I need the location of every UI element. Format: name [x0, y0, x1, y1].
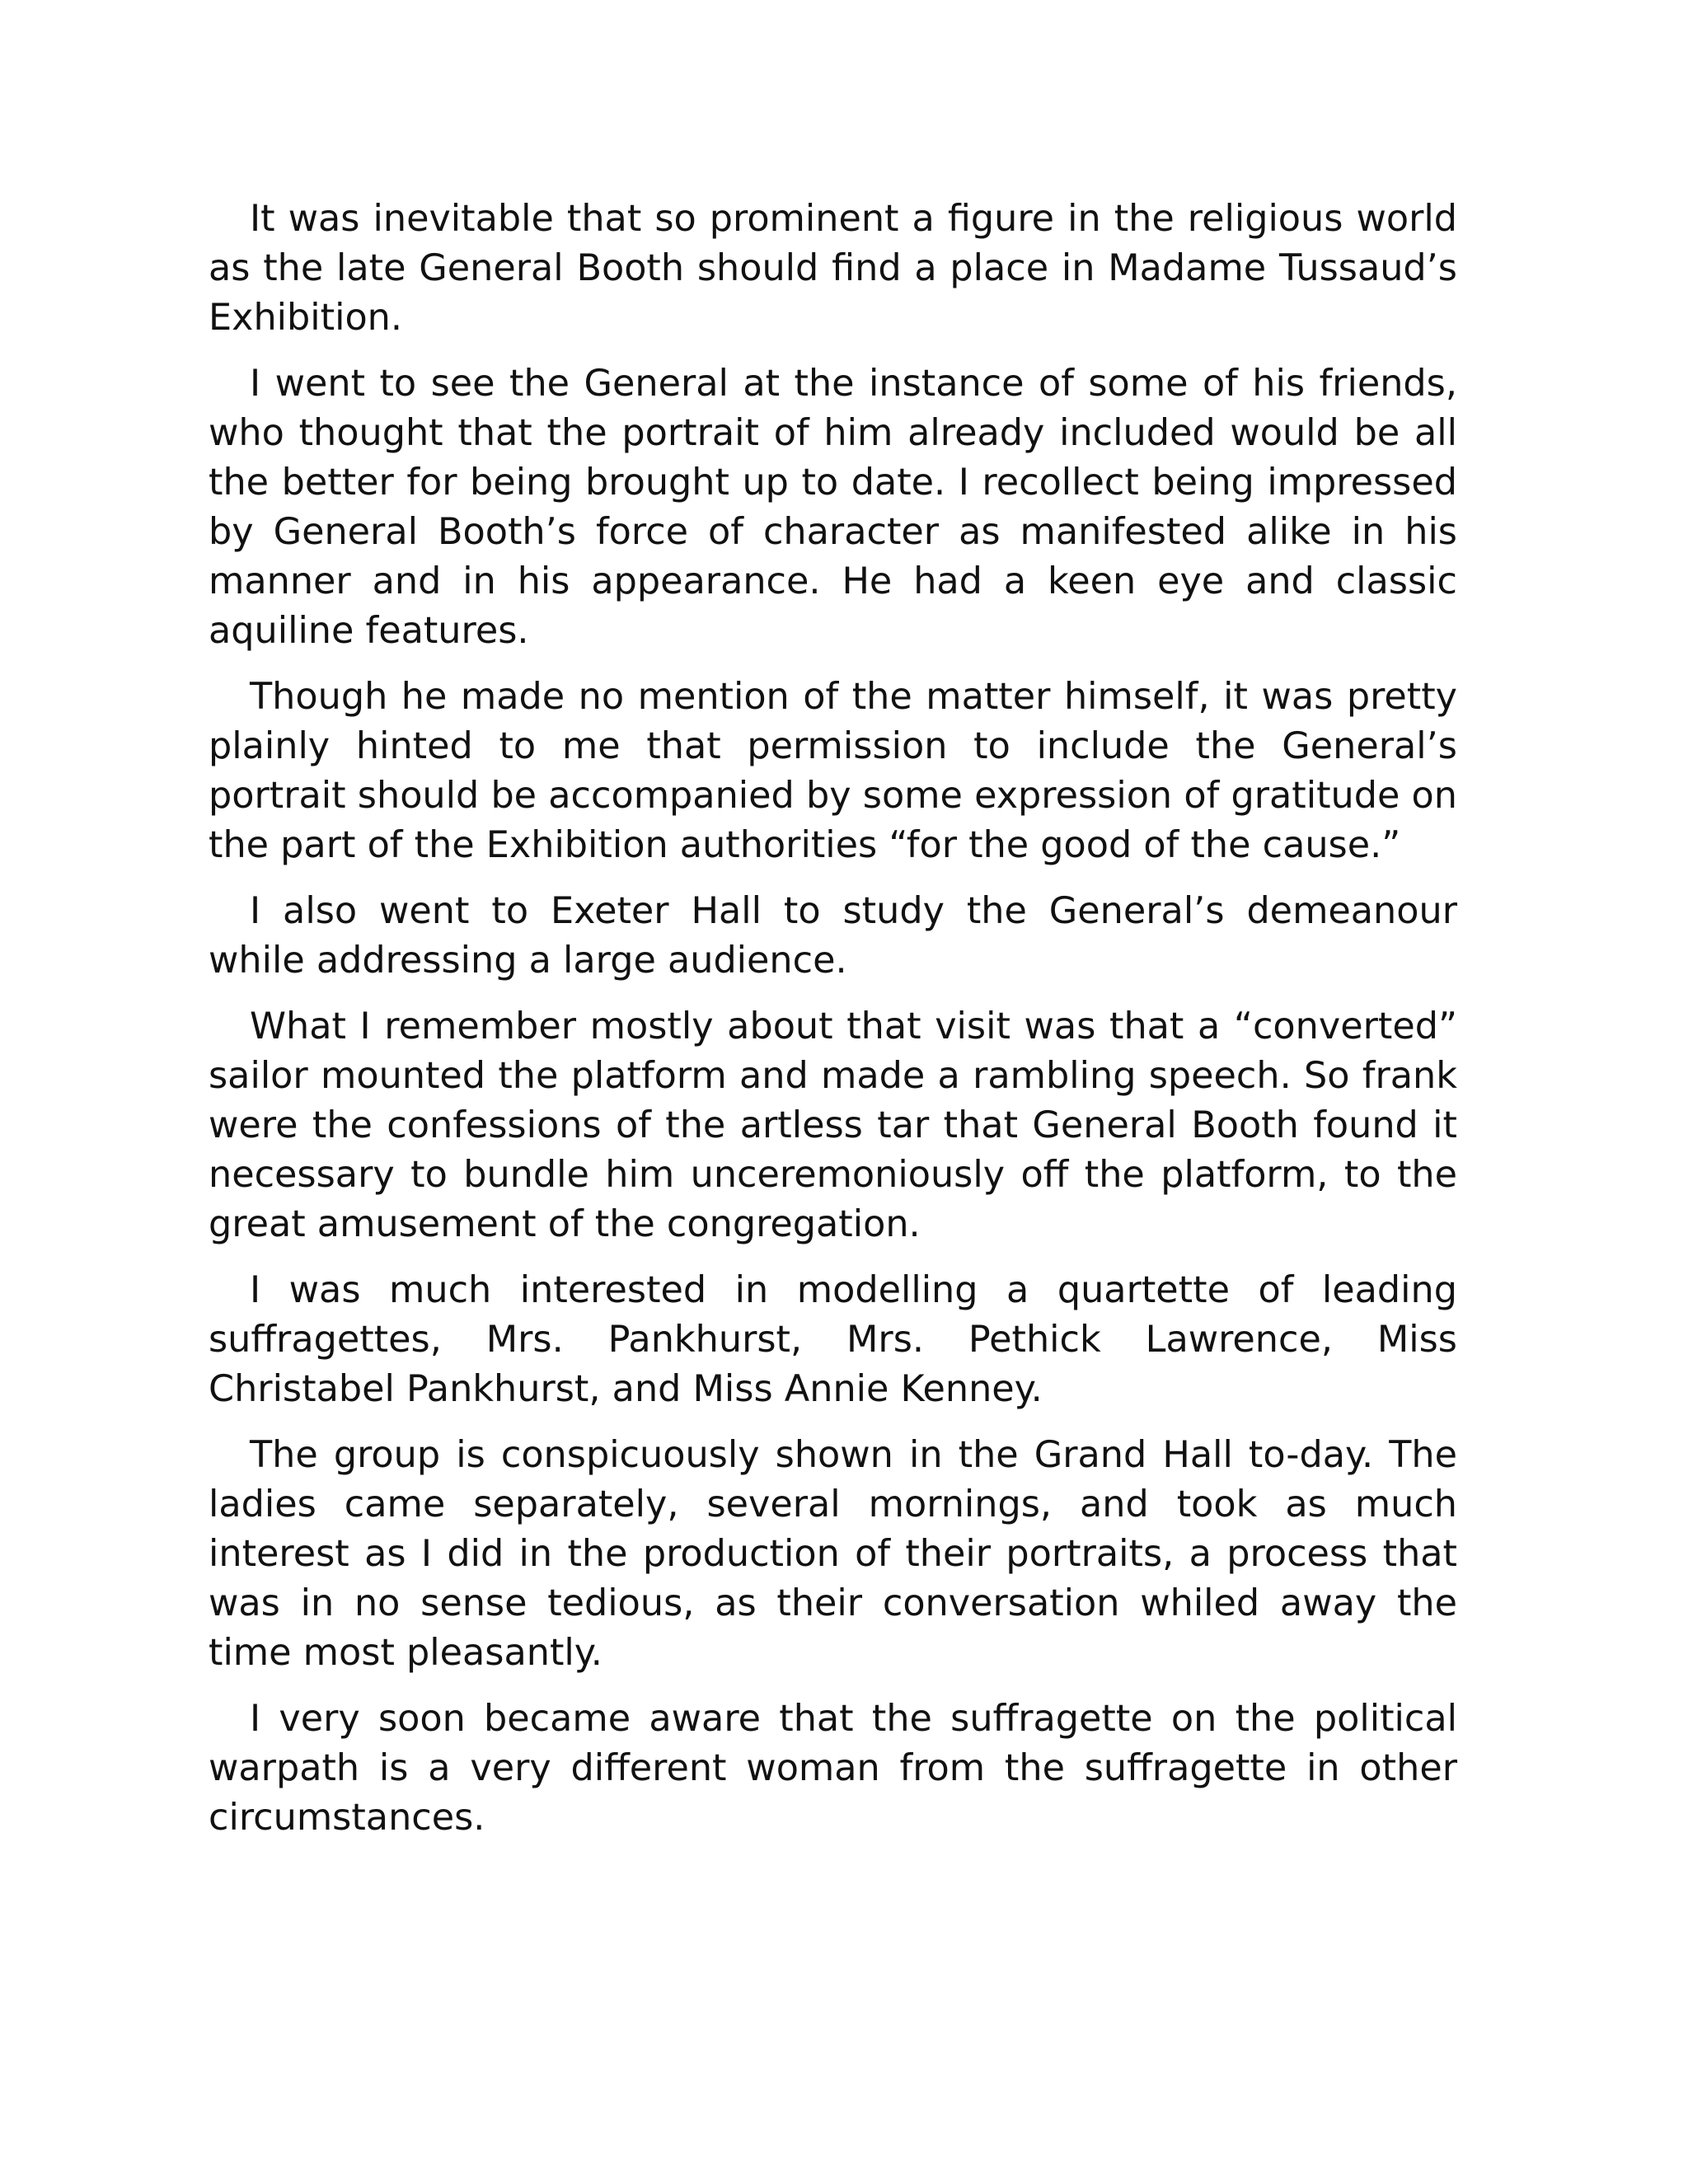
paragraph-6: I was much interested in modelling a quartette of leading suffragettes, Mrs. Pankhurst, Mrs. Pethick Lawrence, Miss Christabel Pankhurst, and Miss Annie Kenney. — [209, 1269, 1457, 1410]
paragraph-4: I also went to Exeter Hall to study the General’s demeanour while addressing a large audience. — [209, 890, 1457, 982]
paragraph-2: I went to see the General at the instance of some of his friends, who thought that the portrait of him already included would be all the better for being brought up to date. I recollect being impressed by General Booth’s force of character as manifested alike in his manner and in his appearance. He had a keen eye and classic aquiline features. — [209, 363, 1457, 652]
paragraph-1: It was inevitable that so prominent a figure in the religious world as the late General Booth should find a place in Madame Tussaud’s Exhibition. — [209, 198, 1457, 339]
paragraph-8: I very soon became aware that the suffragette on the political warpath is a very different woman from the suffragette in other circumstances. — [209, 1698, 1457, 1839]
page-body — [209, 194, 1457, 1859]
paragraph-5: What I remember mostly about that visit was that a “converted” sailor mounted the platform and made a rambling speech. So frank were the confessions of the artless tar that General Booth found it necessary to bundle him unceremoniously off the platform, to the great amusement of the congregation. — [209, 1005, 1457, 1245]
paragraph-3: Though he made no mention of the matter himself, it was pretty plainly hinted to me that permission to include the General’s portrait should be accompanied by some expression of gratitude on the part of the Exhibition authorities “for the good of the cause.” — [209, 676, 1457, 866]
paragraph-7: The group is conspicuously shown in the Grand Hall to-day. The ladies came separately, several mornings, and took as much interest as I did in the production of their portraits, a process that was in no sense tedious, as their conversation whiled away the time most pleasantly. — [209, 1434, 1457, 1674]
